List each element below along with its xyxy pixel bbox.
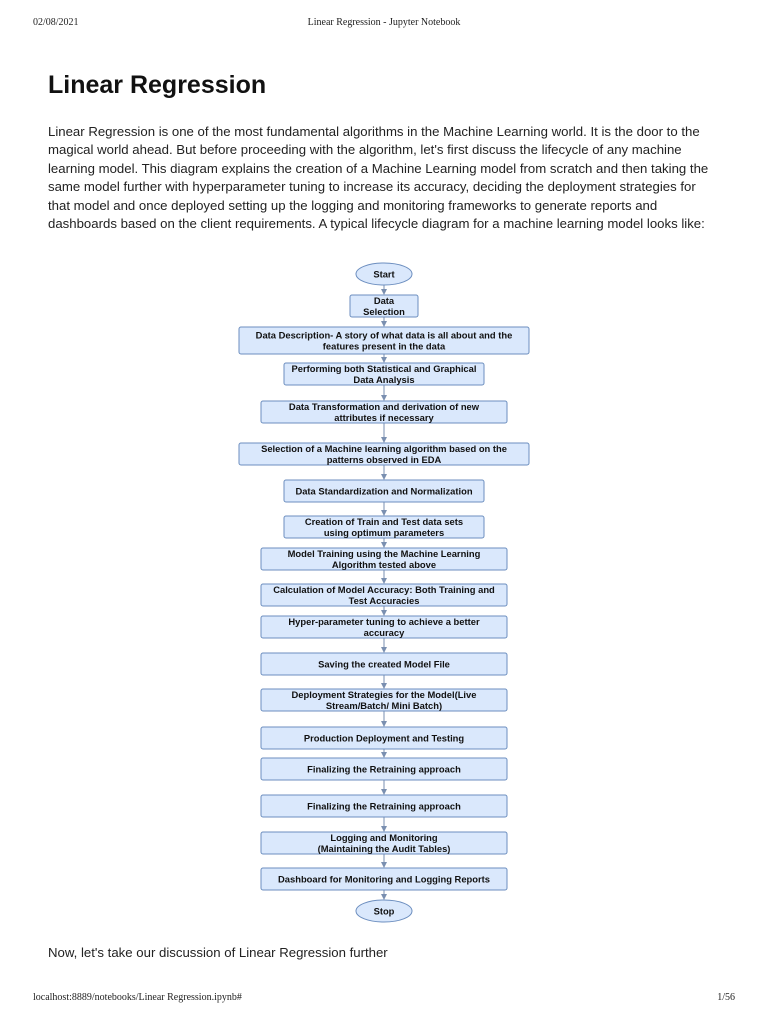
flow-node-label: Creation of Train and Test data sets [304,515,464,527]
flow-node-logging-monitoring [261,832,507,854]
flow-node-label: Logging and Monitoring [330,831,438,843]
print-url: localhost:8889/notebooks/Linear Regression.ipynb# [33,992,242,1003]
flow-node-retraining-2 [261,795,507,817]
flow-node-label: patterns observed in EDA [326,453,442,465]
flow-node-label: Dashboard for Monitoring and Logging Reports [278,873,490,885]
flow-node-label: Finalizing the Retraining approach [307,763,461,775]
flow-node-label: Data Transformation and derivation of new [288,400,480,412]
flow-node-statistical-analysis [284,363,484,385]
flow-node-deployment-strategies [261,689,507,711]
flow-node-standardization [284,480,484,502]
intro-paragraph: Linear Regression is one of the most fundamental algorithms in the Machine Learning world. It is the door to the magical world ahead. But before proceeding with the algorithm, let's first discuss the lifecycle of any machine learning model. This diagram explains the creation of a Machine Learning model from scratch and then taking the same model further with hyperparameter tuning to increase its accuracy, deciding the deployment strategies for that model and once deployed setting up the logging and monitoring frameworks to generate reports and dashboards based on the client requirements. A typical lifecycle diagram for a machine learning model looks like: [48,124,709,232]
flow-node-label: Performing both Statistical and Graphical [291,362,477,374]
flow-node-data-transformation [261,401,507,423]
flow-node-label: Hyper-parameter tuning to achieve a better [288,615,480,627]
flow-node-label: accuracy [363,626,405,638]
print-page-number: 1/56 [717,992,735,1003]
flow-node-label: Start [373,268,395,280]
flow-node-retraining-1 [261,758,507,780]
flow-node-label: Data Analysis [353,373,415,385]
flow-node-algorithm-selection [239,443,529,465]
flow-node-data-description [239,327,529,354]
flow-node-label: Data [373,294,395,306]
flow-node-label: Data Description- A story of what data is all about and the [255,329,513,341]
flow-node-label: Deployment Strategies for the Model(Live [291,688,477,700]
print-doc-title: Linear Regression - Jupyter Notebook [307,17,461,28]
flow-node-start [356,263,412,285]
flow-node-data-selection [350,295,418,317]
flow-node-label: Test Accuracies [348,594,420,606]
flow-node-dashboard [261,868,507,890]
flow-node-label: Model Training using the Machine Learning [287,547,481,559]
flow-node-label: Finalizing the Retraining approach [307,800,461,812]
flow-node-label: Stream/Batch/ Mini Batch) [325,699,443,711]
flow-node-label: using optimum parameters [323,526,445,538]
flow-node-label: (Maintaining the Audit Tables) [317,842,451,854]
print-date: 02/08/2021 [33,17,79,28]
flow-node-label: Selection of a Machine learning algorithm based on the [261,442,507,454]
flow-node-label: Calculation of Model Accuracy: Both Training and [273,583,495,595]
flow-node-label: Production Deployment and Testing [303,732,465,744]
flow-node-save-model [261,653,507,675]
outro-paragraph: Now, let's take our discussion of Linear Regression further [48,945,388,960]
flow-node-train-test-split [284,516,484,538]
flow-node-model-training [261,548,507,570]
page-title: Linear Regression [48,71,267,99]
flow-node-model-accuracy [261,584,507,606]
flow-node-label: Saving the created Model File [318,658,450,670]
flow-node-label: attributes if necessary [334,411,434,423]
flow-node-label: Algorithm tested above [331,558,437,570]
flow-node-label: Stop [373,905,395,917]
flow-node-label: features present in the data [322,340,446,352]
flow-node-stop [356,900,412,922]
flow-node-label: Selection [363,305,405,317]
flow-node-label: Data Standardization and Normalization [295,485,473,497]
flow-node-production-deployment [261,727,507,749]
flow-node-hyperparameter-tuning [261,616,507,638]
